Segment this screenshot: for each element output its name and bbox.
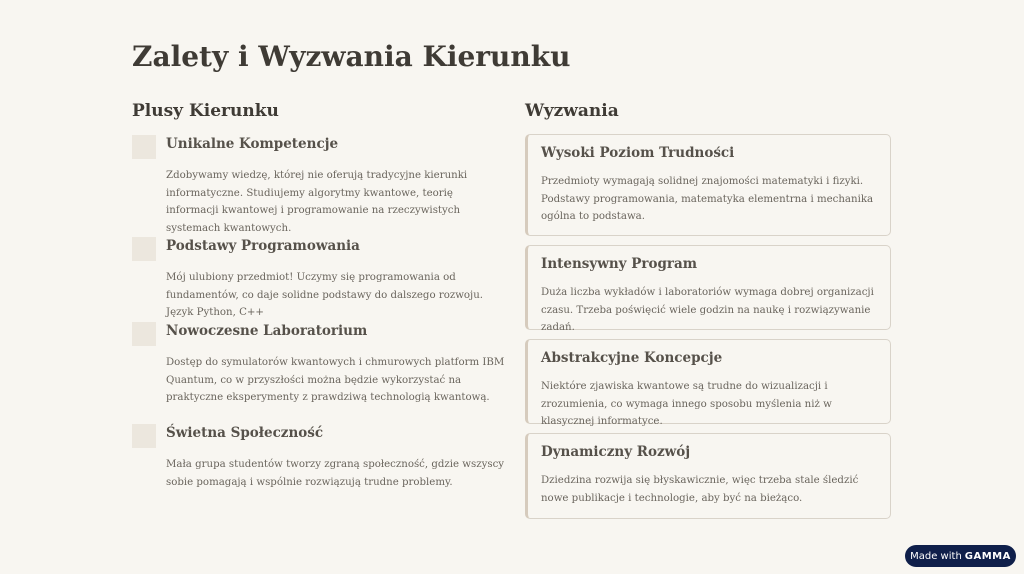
challenge-card-description: Przedmioty wymagają solidnej znajomości matematyki i fizyki. Podstawy programowania, matematyka elementrna i mechanika ogólna to podstawa. — [541, 176, 874, 222]
pro-item-title: Nowoczesne Laboratorium — [166, 323, 368, 339]
pro-item — [132, 322, 512, 412]
pros-heading: Plusy Kierunku — [132, 101, 279, 121]
pro-item-title: Podstawy Programowania — [166, 238, 360, 254]
pro-item — [132, 237, 512, 318]
challenge-card-description: Duża liczba wykładów i laboratoriów wymaga dobrej organizacji czasu. Trzeba poświęcić wiele godzin na naukę i rozwiązywanie zadań. — [541, 287, 874, 333]
pro-item-description: Mój ulubiony przedmiot! Uczymy się programowania od fundamentów, co daje solidne podstawy do dalszego rozwoju. Język Python, C++ — [166, 272, 484, 318]
challenge-card-title: Intensywny Program — [541, 256, 698, 272]
bullet-marker — [132, 237, 156, 261]
pro-item — [132, 135, 512, 234]
pro-item-description: Mała grupa studentów tworzy zgraną społeczność, gdzie wszyscy sobie pomagają i wspólnie rozwiązują trudne problemy. — [166, 459, 505, 488]
pro-item-description: Zdobywamy wiedzę, której nie oferują tradycyjne kierunki informatyczne. Studiujemy algorytmy kwantowe, teorię informacji kwantowej i programowanie na rzeczywistych systemach kwantowych. — [166, 170, 468, 234]
pro-item — [132, 424, 512, 494]
page-title: Zalety i Wyzwania Kierunku — [132, 40, 571, 73]
made-with-gamma-badge[interactable] — [905, 545, 1016, 567]
challenge-card — [525, 339, 891, 427]
challenge-card — [525, 245, 891, 333]
badge-prefix: Made with — [910, 550, 962, 562]
bullet-marker — [132, 322, 156, 346]
challenge-card-title: Wysoki Poziom Trudności — [541, 145, 735, 161]
challenge-card — [525, 433, 891, 519]
challenge-card — [525, 134, 891, 236]
bullet-marker — [132, 135, 156, 159]
challenge-card-title: Abstrakcyjne Koncepcje — [541, 350, 723, 366]
challenge-card-description: Niektóre zjawiska kwantowe są trudne do wizualizacji i zrozumienia, co wymaga innego sposobu myślenia niż w klasycznej informatyce. — [541, 381, 832, 427]
challenges-heading: Wyzwania — [525, 101, 619, 121]
pro-item-title: Unikalne Kompetencje — [166, 136, 339, 152]
challenge-card-description: Dziedzina rozwija się błyskawicznie, więc trzeba stale śledzić nowe publikacje i technologie, aby być na bieżąco. — [541, 475, 859, 504]
bullet-marker — [132, 424, 156, 448]
pro-item-title: Świetna Społeczność — [166, 425, 324, 441]
gamma-logo: GAMMA — [964, 550, 1011, 562]
pro-item-description: Dostęp do symulatorów kwantowych i chmurowych platform IBM Quantum, co w przyszłości można będzie wykorzystać na praktyczne eksperymenty z prawdziwą technologią kwantową. — [166, 357, 505, 403]
challenge-card-title: Dynamiczny Rozwój — [541, 444, 691, 460]
